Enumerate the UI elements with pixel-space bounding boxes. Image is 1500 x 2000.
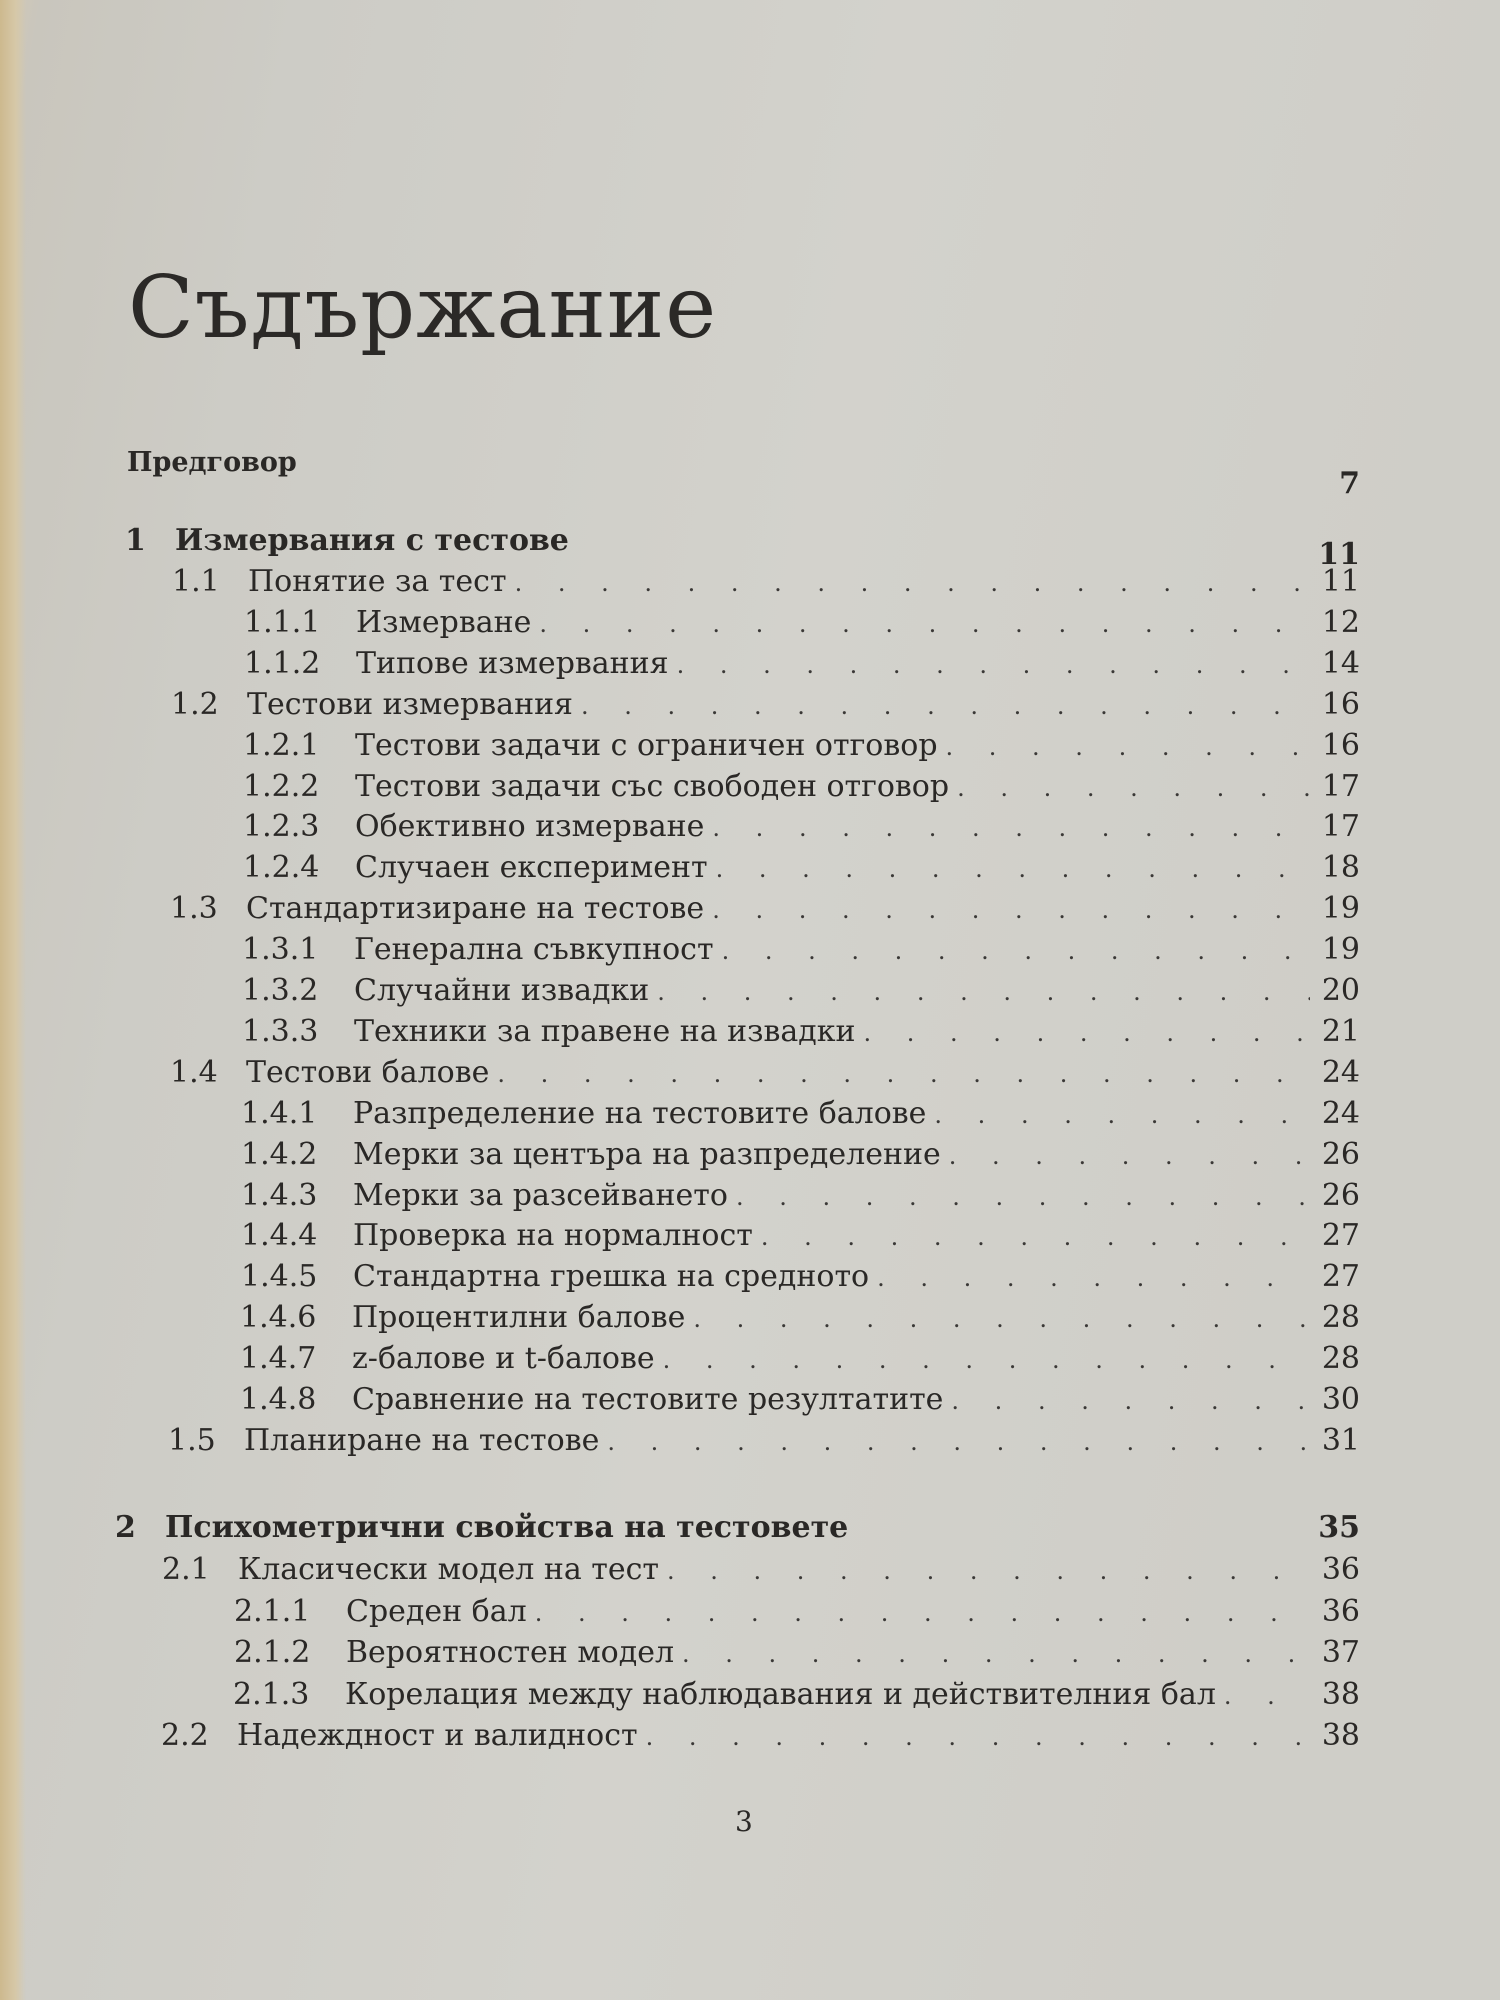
- toc-entry-number: 1.1.2: [244, 645, 321, 681]
- toc-leader-dots: [946, 727, 1310, 767]
- toc-entry-label: Измерване: [356, 604, 532, 640]
- toc-leader-dots: [497, 1054, 1310, 1094]
- toc-entry[interactable]: [241, 1216, 1360, 1257]
- toc-entry-label: Случаен експеримент: [355, 850, 708, 886]
- toc-chapter-label: Психометрични свойства на тестовете: [165, 1510, 849, 1545]
- toc-entry-number: 1.2.4: [243, 850, 320, 886]
- toc-entry-label: Случайни извадки: [354, 973, 650, 1008]
- toc-entry-number: 1.1.1: [244, 604, 321, 640]
- toc-page: 31: [1321, 1422, 1360, 1458]
- toc-entry-label: Тестови измервания: [247, 686, 573, 722]
- toc-leader-dots: [934, 1095, 1310, 1135]
- toc-label: Предговор: [127, 447, 297, 478]
- toc-entry[interactable]: [244, 644, 1360, 685]
- toc-entry-number: 2.1.1: [234, 1593, 311, 1629]
- toc-entry-label: Генерална съвкупност: [354, 932, 714, 968]
- toc-entry[interactable]: [162, 1550, 1360, 1591]
- toc-entry[interactable]: [171, 685, 1360, 726]
- toc-chapter-label: Измервания с тестове: [175, 523, 569, 558]
- toc-entry-number: 1.3: [170, 891, 218, 927]
- toc-page: 18: [1321, 850, 1360, 886]
- toc-page: 19: [1321, 932, 1360, 968]
- toc-page: 16: [1321, 686, 1360, 722]
- toc-entry-label: Среден бал: [346, 1593, 527, 1629]
- toc-entry-number: 1.3.1: [242, 932, 319, 968]
- toc-leader-dots: [1224, 1676, 1310, 1716]
- toc-entry[interactable]: [243, 807, 1360, 848]
- toc-page: 12: [1321, 604, 1360, 640]
- toc-entry-label: Тестови балове: [246, 1054, 490, 1090]
- toc-leader-dots: [682, 1634, 1310, 1674]
- toc-entry-label: Вероятностен модел: [346, 1635, 675, 1670]
- toc-entry[interactable]: [243, 848, 1360, 889]
- toc-page: 11: [1321, 564, 1360, 599]
- toc-entry[interactable]: [242, 930, 1360, 971]
- toc-entry-label: Надеждност и валидност: [237, 1718, 638, 1753]
- toc-entry[interactable]: [234, 1592, 1360, 1633]
- toc-page: 28: [1321, 1300, 1360, 1336]
- toc-entry-number: 1.2.1: [243, 727, 320, 763]
- toc-entry-number: 1.3.2: [242, 973, 319, 1008]
- toc-leader-dots: [535, 1593, 1310, 1633]
- toc-leader-dots: [693, 1299, 1310, 1339]
- toc-entry-label: Корелация между наблюдавания и действителния бал: [345, 1676, 1216, 1712]
- toc-entry-label: Планиране на тестове: [244, 1422, 600, 1458]
- toc-page: 16: [1321, 727, 1360, 763]
- toc-page: 24: [1321, 1095, 1360, 1131]
- toc-entry[interactable]: [233, 1675, 1360, 1716]
- toc-leader-dots: [761, 1217, 1310, 1257]
- toc-page: 7: [1339, 466, 1360, 501]
- toc-leader-dots: [667, 1551, 1310, 1591]
- toc-entry-label: Процентилни балове: [352, 1300, 686, 1336]
- toc-entry-label: z-балове и t-балове: [352, 1341, 655, 1377]
- toc-entry-number: 1.2.2: [243, 768, 320, 804]
- toc-page: 17: [1321, 809, 1360, 845]
- toc-entry-number: 1.2.3: [243, 809, 320, 845]
- toc-leader-dots: [712, 808, 1310, 848]
- toc-entry-number: 1.5: [168, 1422, 216, 1458]
- toc-page: 27: [1321, 1259, 1360, 1295]
- toc-page: 20: [1321, 973, 1360, 1008]
- toc-leader-dots: [716, 849, 1310, 889]
- toc-entry-number: 2.1: [162, 1552, 210, 1587]
- toc-entry-number: 1.4.8: [240, 1382, 317, 1417]
- toc-page: 24: [1321, 1054, 1360, 1090]
- toc-leader-dots: [951, 1381, 1310, 1421]
- page-title: Съдържание: [128, 257, 718, 358]
- toc-leader-dots: [877, 1258, 1310, 1298]
- toc-entry[interactable]: [168, 1421, 1360, 1462]
- toc-entry-number: 1.4: [170, 1054, 218, 1090]
- toc-entry-number: 2.2: [161, 1718, 209, 1753]
- toc-entry[interactable]: [172, 562, 1360, 603]
- toc-page: 30: [1321, 1382, 1360, 1417]
- toc-entry-number: 1.4.7: [240, 1341, 317, 1377]
- toc-entry-label: Техники за правене на извадки: [354, 1013, 856, 1049]
- toc-entry[interactable]: [241, 1135, 1360, 1176]
- toc-page: 17: [1321, 768, 1360, 804]
- toc-leader-dots: [646, 1717, 1310, 1757]
- toc-entry-number: 1.4.4: [241, 1218, 318, 1254]
- toc-entry[interactable]: [243, 767, 1360, 808]
- toc-entry-label: Мерки за центъра на разпределение: [353, 1136, 941, 1172]
- toc-page: 36: [1321, 1593, 1360, 1629]
- toc-entry-number: 1.4.2: [241, 1136, 318, 1172]
- toc-page: 26: [1321, 1136, 1360, 1172]
- toc-entry-label: Проверка на нормалност: [353, 1218, 753, 1254]
- toc-page: 11: [1318, 537, 1360, 572]
- toc-chapter-number: 1: [125, 523, 146, 558]
- toc-page: 19: [1321, 891, 1360, 927]
- toc-entry-label: Класически модел на тест: [238, 1552, 660, 1587]
- toc-entry-label: Разпределение на тестовите балове: [353, 1095, 927, 1131]
- toc-entry-number: 1.1: [172, 564, 220, 599]
- toc-leader-dots: [515, 563, 1310, 603]
- toc-entry-number: 1.4.5: [241, 1259, 318, 1295]
- toc-entry[interactable]: [241, 1176, 1360, 1217]
- toc-entry-label: Тестови задачи с ограничен отговор: [355, 727, 938, 763]
- toc-leader-dots: [581, 686, 1310, 726]
- toc-entry[interactable]: [241, 1257, 1360, 1298]
- toc-entry-label: Типове измервания: [356, 645, 669, 681]
- toc-entry-number: 2.1.2: [234, 1635, 311, 1670]
- toc-leader-dots: [657, 972, 1310, 1012]
- toc-entry-label: Стандартна грешка на средното: [353, 1259, 870, 1295]
- toc-entry[interactable]: [244, 603, 1360, 644]
- toc-chapter[interactable]: [115, 1508, 1360, 1548]
- toc-entry-label: Обективно измерване: [355, 809, 705, 845]
- toc-leader-dots: [607, 1422, 1310, 1462]
- toc-page: 21: [1321, 1013, 1360, 1049]
- toc-preface[interactable]: [127, 442, 1360, 501]
- toc-leader-dots: [712, 890, 1310, 930]
- toc-page: 38: [1321, 1676, 1360, 1712]
- toc-leader-dots: [736, 1177, 1310, 1217]
- toc-entry-number: 1.3.3: [242, 1013, 319, 1049]
- toc-page: 38: [1321, 1718, 1360, 1753]
- toc-page: 35: [1318, 1510, 1360, 1545]
- toc-entry-number: 2.1.3: [233, 1676, 310, 1712]
- toc-entry[interactable]: [240, 1380, 1360, 1421]
- toc-leader-dots: [949, 1136, 1310, 1176]
- toc-entry-label: Понятие за тест: [248, 564, 507, 599]
- toc-entry[interactable]: [242, 1012, 1360, 1053]
- toc-entry-label: Мерки за разсейването: [353, 1177, 728, 1213]
- toc-entry-number: 1.4.3: [241, 1177, 318, 1213]
- toc-entry-number: 1.2: [171, 686, 219, 722]
- toc-page: 37: [1321, 1635, 1360, 1670]
- toc-entry[interactable]: [241, 1094, 1360, 1135]
- toc-leader-dots: [539, 604, 1310, 644]
- toc-entry-label: Стандартизиране на тестове: [246, 891, 705, 927]
- toc-entry[interactable]: [240, 1339, 1360, 1380]
- toc-page: 36: [1321, 1552, 1360, 1587]
- toc-entry-label: Тестови задачи със свободен отговор: [355, 768, 950, 804]
- toc-page: 14: [1321, 645, 1360, 681]
- toc-leader-dots: [677, 645, 1310, 685]
- toc-chapter-number: 2: [115, 1510, 136, 1545]
- toc-chapter[interactable]: [125, 521, 1360, 572]
- toc-entry-number: 1.4.6: [240, 1300, 317, 1336]
- toc-entry[interactable]: [240, 1298, 1360, 1339]
- toc-page: 26: [1321, 1177, 1360, 1213]
- page-number: 3: [735, 1805, 753, 1838]
- toc-entry-number: 1.4.1: [241, 1095, 318, 1131]
- toc-entry[interactable]: [234, 1633, 1360, 1674]
- toc-leader-dots: [864, 1013, 1310, 1053]
- toc-leader-dots: [722, 931, 1310, 971]
- toc-entry[interactable]: [243, 726, 1360, 767]
- toc-entry[interactable]: [170, 889, 1360, 930]
- toc-entry[interactable]: [170, 1053, 1360, 1094]
- toc-leader-dots: [957, 768, 1310, 808]
- toc-leader-dots: [663, 1340, 1310, 1380]
- toc-entry[interactable]: [242, 971, 1360, 1012]
- toc-page: 28: [1321, 1341, 1360, 1377]
- toc-page: 27: [1321, 1218, 1360, 1254]
- toc-entry[interactable]: [161, 1716, 1360, 1757]
- toc-entry-label: Сравнение на тестовите резултатите: [352, 1382, 944, 1417]
